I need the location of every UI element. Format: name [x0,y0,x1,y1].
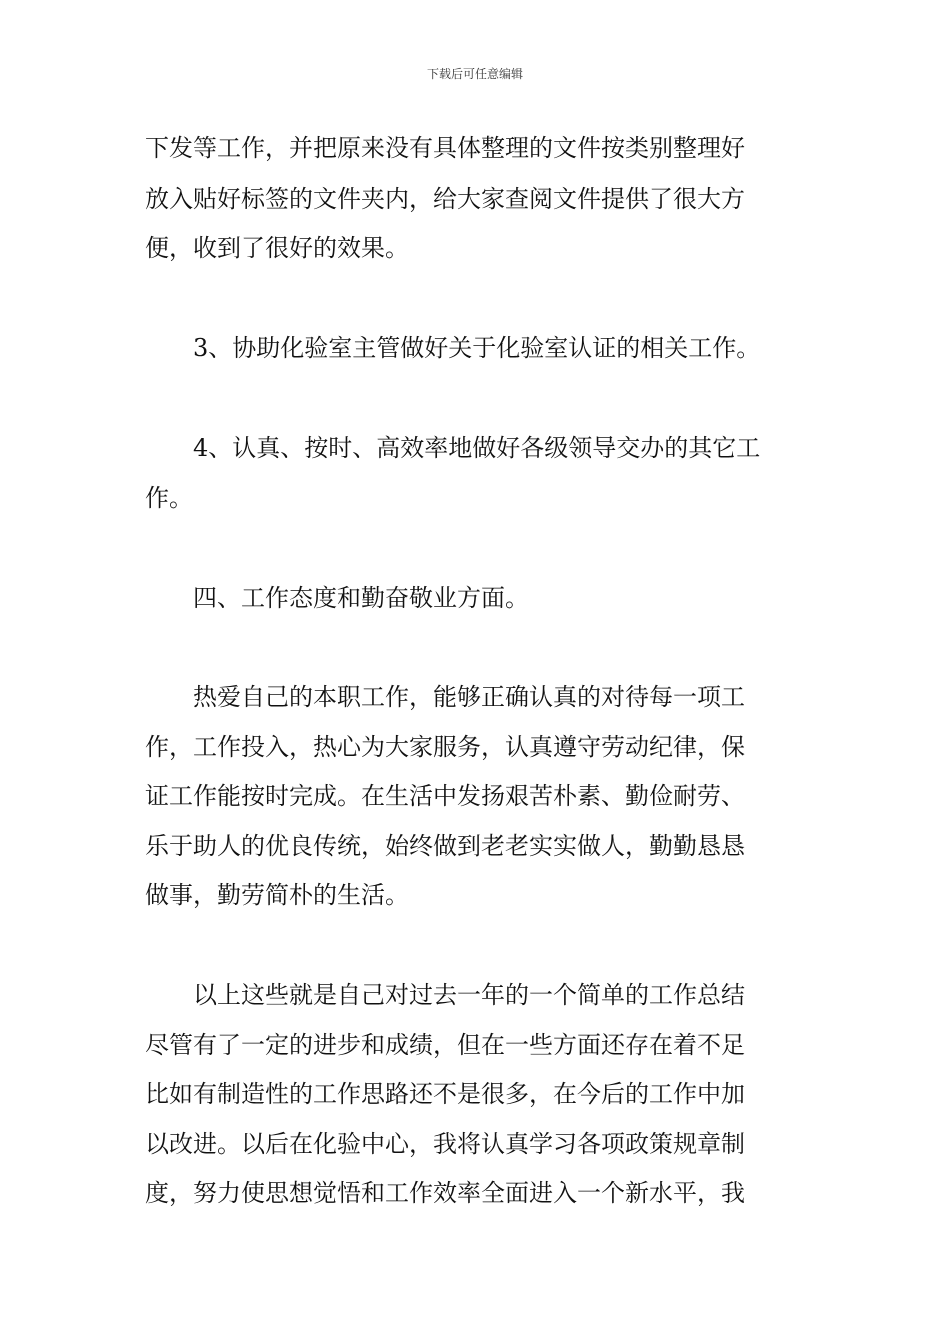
text-line: 度，努力使思想觉悟和工作效率全面进入一个新水平，我 [145,1179,745,1207]
section-heading: 四、工作态度和勤奋敬业方面。 [193,584,529,612]
text-line: 比如有制造性的工作思路还不是很多，在今后的工作中加 [145,1080,745,1108]
text-line: 4、认真、按时、高效率地做好各级领导交办的其它工 [193,434,761,462]
text-line: 尽管有了一定的进步和成绩，但在一些方面还存在着不足 [145,1031,745,1059]
text-line: 乐于助人的优良传统，始终做到老老实实做人，勤勤恳恳 [145,832,745,860]
text-line: 便，收到了很好的效果。 [145,234,409,262]
text-line: 3、协助化验室主管做好关于化验室认证的相关工作。 [193,334,761,362]
text-line: 热爱自己的本职工作，能够正确认真的对待每一项工 [193,683,745,711]
text-line: 以上这些就是自己对过去一年的一个简单的工作总结 [193,981,745,1009]
text-line: 以改进。以后在化验中心，我将认真学习各项政策规章制 [145,1130,745,1158]
text-line: 做事，勤劳简朴的生活。 [145,881,409,909]
text-line: 放入贴好标签的文件夹内，给大家查阅文件提供了很大方 [145,185,745,213]
text-line: 作。 [145,484,193,512]
text-line: 下发等工作，并把原来没有具体整理的文件按类别整理好 [145,134,745,162]
text-line: 作，工作投入，热心为大家服务，认真遵守劳动纪律，保 [145,733,745,761]
page-header: 下载后可任意编辑 [426,67,523,81]
text-line: 证工作能按时完成。在生活中发扬艰苦朴素、勤俭耐劳、 [145,782,745,810]
